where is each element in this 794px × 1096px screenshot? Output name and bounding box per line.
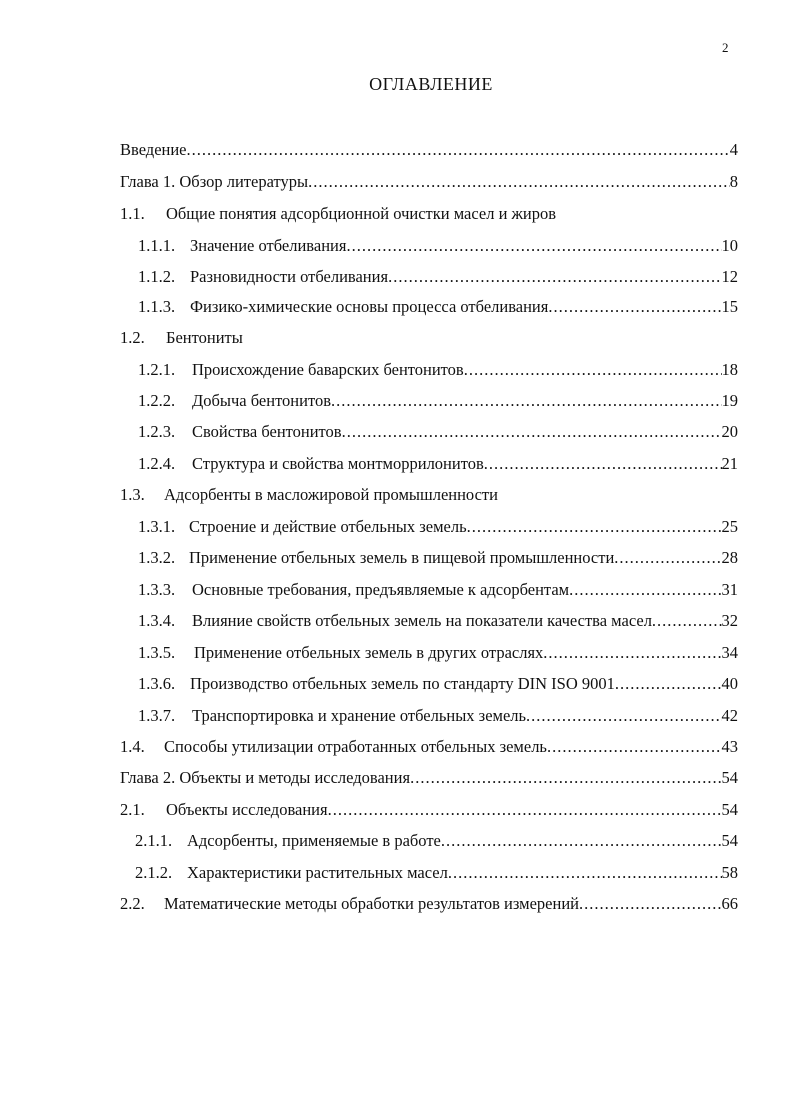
toc-entry-number: 1.2.1. [138,360,176,379]
toc-leader [331,390,721,412]
toc-leader [467,516,722,538]
toc-entry-number: 1.1.3. [138,297,176,316]
toc-entry-text: Применение отбельных земель в других отраслях [194,643,544,662]
toc-leader [388,266,721,288]
toc-entry-text: Введение [120,140,187,159]
toc-entry [0,203,794,225]
toc-entry-text: Глава 2. Объекты и методы исследования [120,768,411,787]
toc-entry-text: Добыча бентонитов [192,391,332,410]
toc-entry-text: Физико-химические основы процесса отбеливания [190,297,549,316]
toc-entry-text: Происхождение баварских бентонитов [192,360,464,379]
toc-entry [0,516,794,538]
toc-entry-page: 15 [721,297,738,316]
toc-entry-number: 1.3.7. [138,706,176,725]
toc-entry [0,421,794,443]
toc-entry-number: 1.1.2. [138,267,176,286]
toc-leader [615,673,722,695]
toc-entry-number: 1.1.1. [138,236,176,255]
toc-entry-number: 1.3.6. [138,674,176,693]
toc-leader [579,893,722,915]
toc-entry [0,893,794,915]
toc-entry-text: Характеристики растительных масел [187,863,448,882]
toc-leader [187,139,730,161]
toc-entry-page: 28 [721,548,738,567]
toc-entry [0,139,794,161]
toc-entry [0,327,794,349]
toc-entry-number: 1.2.2. [138,391,176,410]
toc-entry-page: 54 [721,768,738,787]
toc-entry-page: 12 [721,267,738,286]
toc-entry-text: Разновидности отбеливания [190,267,389,286]
toc-entry [0,547,794,569]
toc-entry-number: 1.3.2. [138,548,176,567]
toc-entry-text: Транспортировка и хранение отбельных земель [192,706,527,725]
toc-entry-page: 31 [721,580,738,599]
toc-entry-text: Применение отбельных земель в пищевой промышленности [189,548,615,567]
toc-entry [0,642,794,664]
toc-entry-page: 58 [721,863,738,882]
toc-entry-page: 32 [721,611,738,630]
toc-entry-number: 2.1. [120,800,145,819]
toc-entry-text: Общие понятия адсорбционной очистки масел и жиров [166,204,557,223]
toc-entry-page: 19 [721,391,738,410]
toc-entry [0,359,794,381]
toc-entry-page: 10 [721,236,738,255]
toc-leader [569,579,721,601]
toc-entry-page: 18 [721,360,738,379]
toc-entry-text: Значение отбеливания [190,236,347,255]
toc-entry-text: Влияние свойств отбельных земель на показатели качества масел [192,611,652,630]
toc-entry [0,266,794,288]
toc-entry-page: 54 [721,831,738,850]
toc-entry-number: 1.3.1. [138,517,176,536]
toc-entry [0,235,794,257]
toc-entry [0,736,794,758]
toc-entry [0,767,794,789]
toc-entry [0,390,794,412]
toc-entry-page: 66 [721,894,738,913]
toc-entry [0,453,794,475]
toc-entry-text: Математические методы обработки результатов измерений [164,894,579,913]
toc-entry-page: 40 [721,674,738,693]
toc-leader [548,296,721,318]
toc-entry-number: 2.1.1. [135,831,173,850]
toc-entry [0,579,794,601]
toc-entry-text: Адсорбенты, применяемые в работе [187,831,441,850]
toc-leader [614,547,721,569]
toc-entry-text: Способы утилизации отработанных отбельных земель [164,737,547,756]
toc-leader [543,642,721,664]
toc-entry-page: 25 [721,517,738,536]
toc-entry-page: 21 [721,454,738,473]
toc-leader [308,171,730,193]
toc-entry-text: Структура и свойства монтморрилонитов [192,454,484,473]
toc-entry [0,799,794,821]
toc-leader [464,359,722,381]
page-number: 2 [722,40,729,55]
toc-leader [328,799,722,821]
toc-entry-number: 1.2.3. [138,422,176,441]
toc-entry-number: 1.4. [120,737,145,756]
toc-entry-number: 1.1. [120,204,145,223]
toc-entry-page: 43 [721,737,738,756]
toc-leader [526,705,721,727]
toc-leader [547,736,722,758]
toc-entry-number: 1.3.5. [138,643,176,662]
toc-entry-number: 2.2. [120,894,145,913]
toc-leader [410,767,721,789]
toc-leader [346,235,721,257]
toc-entry-page: 34 [721,643,738,662]
toc-entry-text: Свойства бентонитов [192,422,342,441]
toc-entry [0,610,794,632]
toc-entry [0,673,794,695]
toc-entry-text: Адсорбенты в масложировой промышленности [164,485,498,504]
toc-entry-text: Производство отбельных земель по стандарту DIN ISO 9001 [190,674,615,693]
toc-entry [0,296,794,318]
toc-entry [0,171,794,193]
toc-entry-text: Бентониты [166,328,243,347]
toc-entry [0,862,794,884]
toc-entry [0,484,794,506]
toc-entry-number: 2.1.2. [135,863,173,882]
toc-leader [441,830,722,852]
toc-entry [0,705,794,727]
toc-leader [448,862,722,884]
toc-entry-page: 54 [721,800,738,819]
toc-entry-page: 8 [729,172,738,191]
toc-entry-number: 1.3.4. [138,611,176,630]
toc-entry-text: Основные требования, предъявляемые к адсорбентам [192,580,570,599]
toc-entry-text: Строение и действие отбельных земель [189,517,467,536]
toc-entry-page: 20 [721,422,738,441]
toc-leader [342,421,722,443]
toc-entry-text: Глава 1. Обзор литературы [120,172,309,191]
page-title: ОГЛАВЛЕНИЕ [369,74,493,94]
toc-entry-page: 4 [729,140,738,159]
toc-entry-number: 1.3. [120,485,145,504]
toc-leader [484,453,722,475]
toc-entry-number: 1.2.4. [138,454,176,473]
toc-entry-number: 1.2. [120,328,145,347]
toc-entry [0,830,794,852]
toc-entry-page: 42 [721,706,738,725]
toc-entry-number: 1.3.3. [138,580,176,599]
toc-entry-text: Объекты исследования [166,800,328,819]
toc-leader [652,610,722,632]
